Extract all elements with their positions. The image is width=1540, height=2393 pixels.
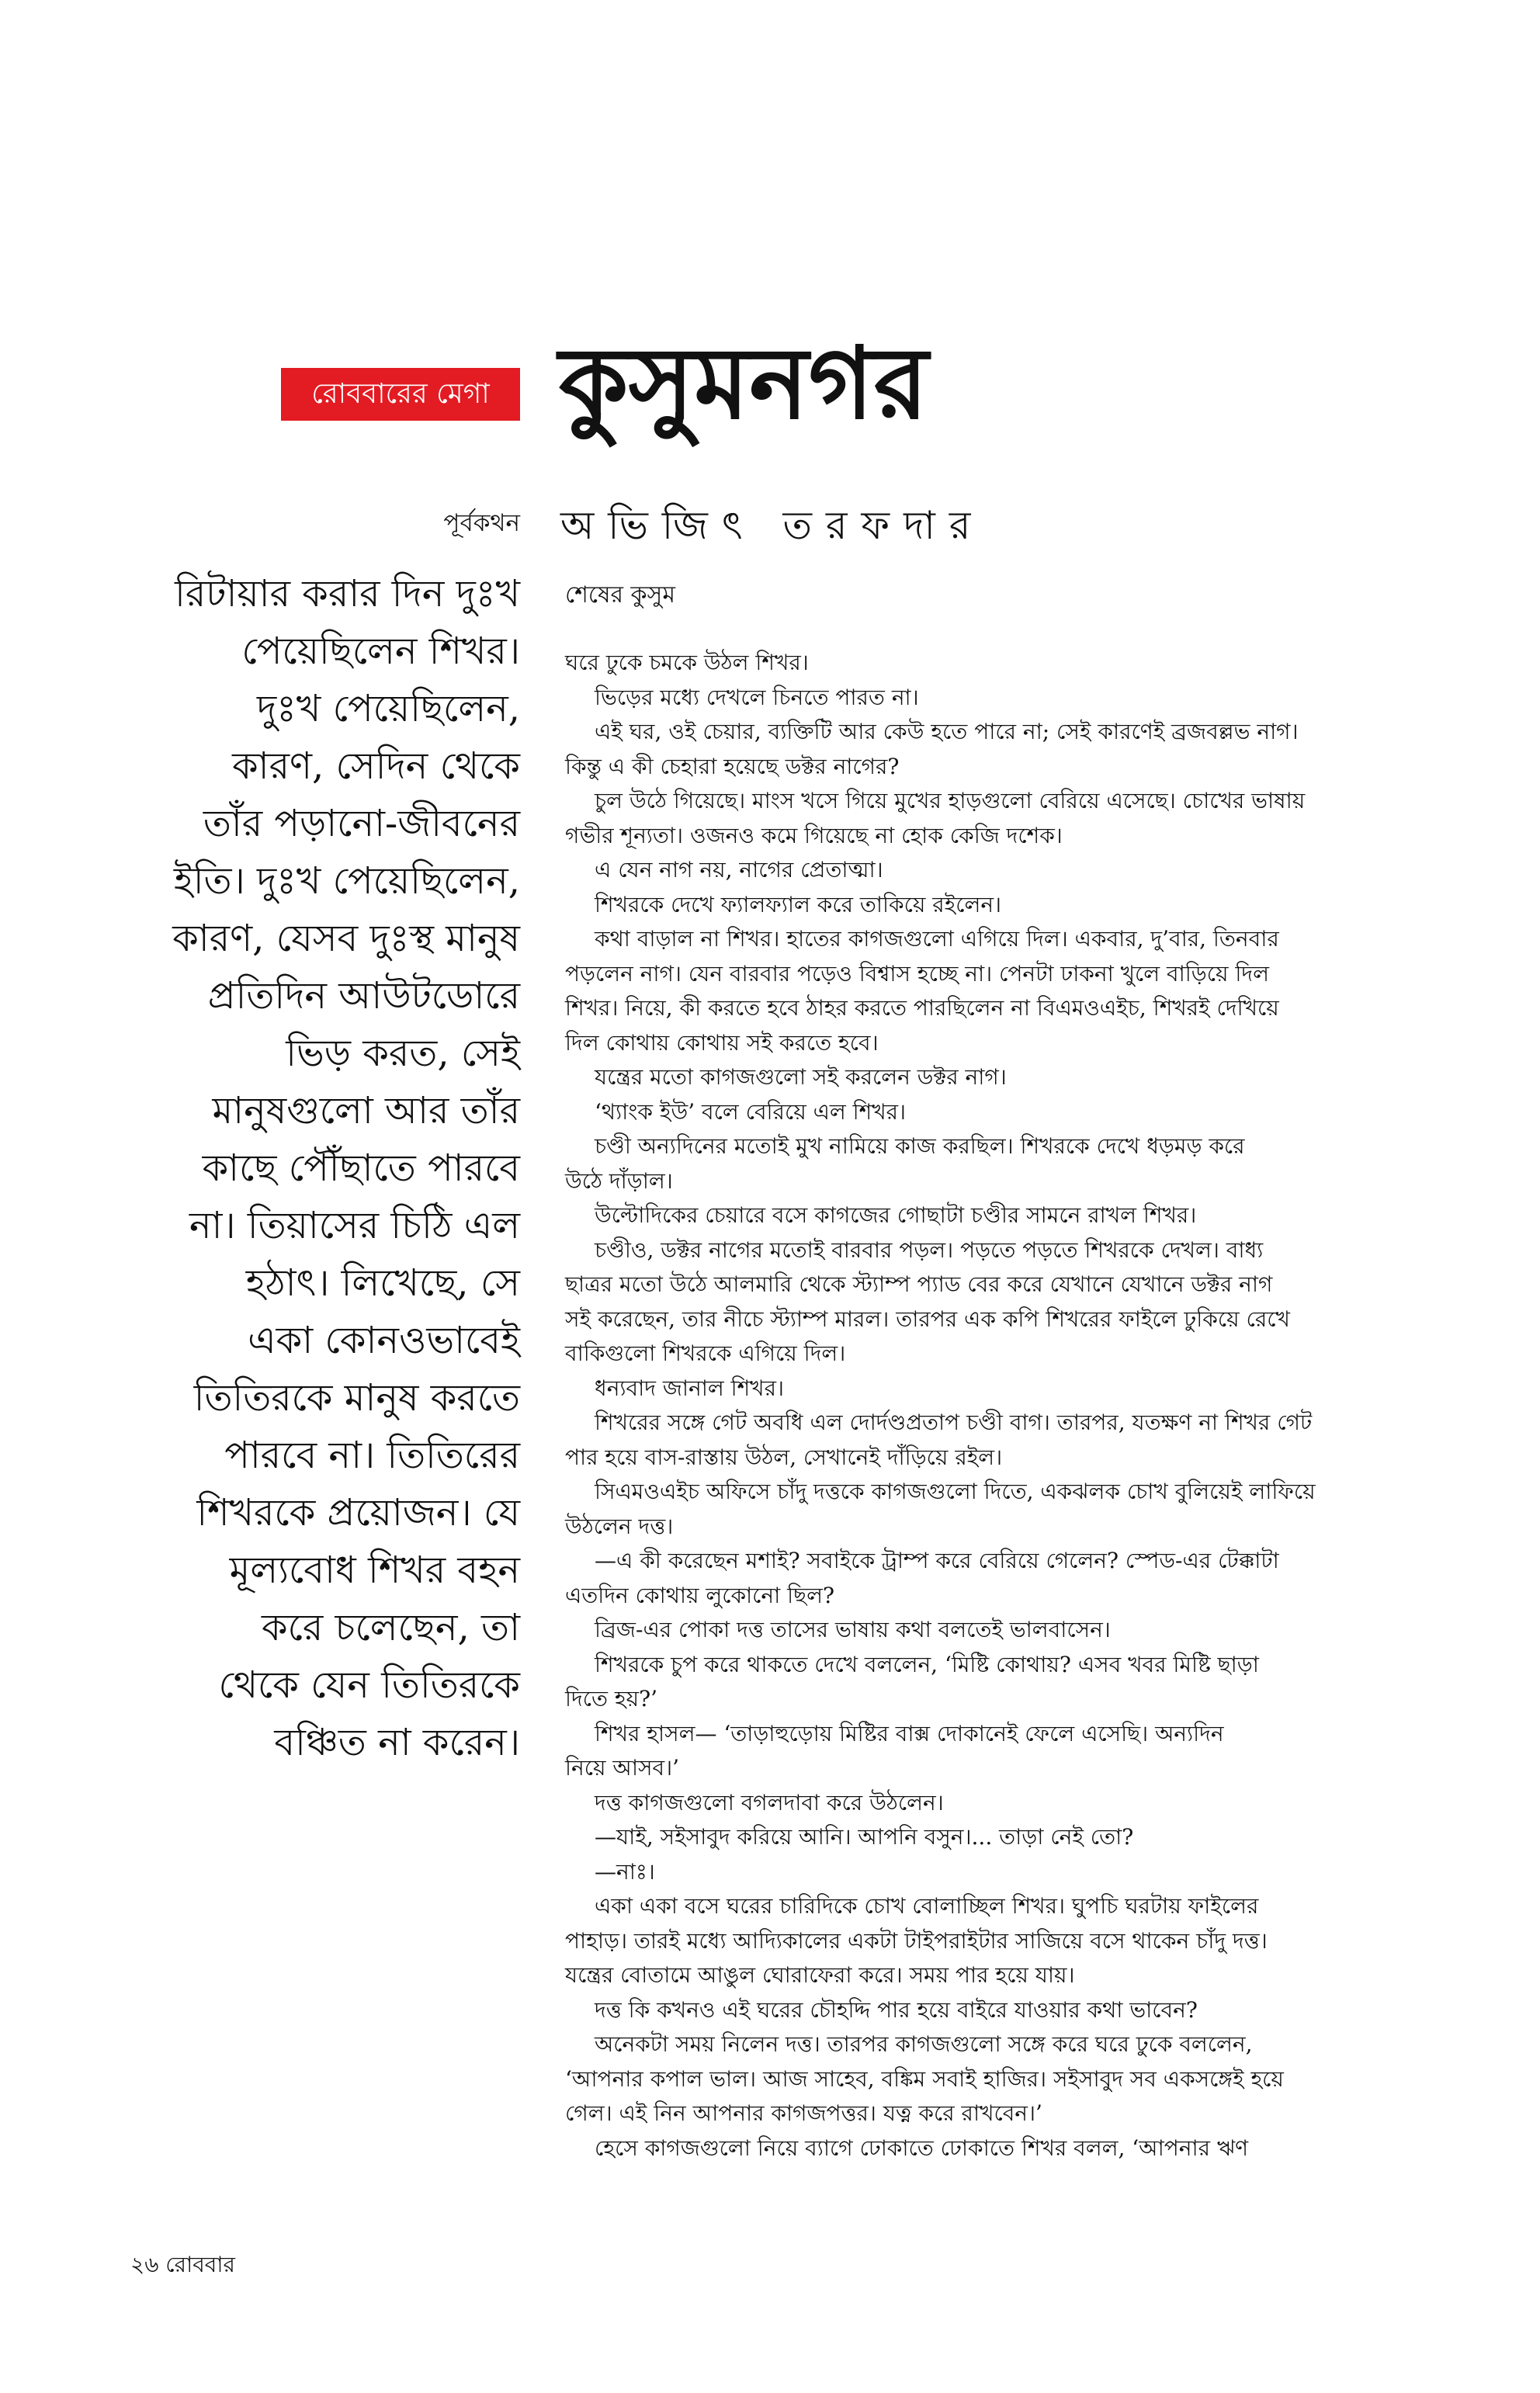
story-title: কুসুমনগর — [559, 326, 928, 442]
body-line: একা একা বসে ঘরের চারিদিকে চোখ বোলাচ্ছিল শিখর। ঘুপচি ঘরটায় ফাইলের — [595, 1893, 1259, 1919]
synopsis-line: বঞ্চিত না করেন। — [274, 1721, 520, 1764]
body-line: শিখরের সঙ্গে গেট অবধি এল দোর্দণ্ডপ্রতাপ চণ্ডী বাগ। তারপর, যতক্ষণ না শিখর গেট — [595, 1410, 1313, 1435]
body-line: চুল উঠে গিয়েছে। মাংস খসে গিয়ে মুখের হাড়গুলো বেরিয়ে এসেছে। চোখের ভাষায় — [595, 788, 1306, 813]
body-line: চণ্ডী অন্যদিনের মতোই মুখ নামিয়ে কাজ করছিল। শিখরকে দেখে ধড়মড় করে — [595, 1133, 1245, 1159]
body-line: দিল কোথায় কোথায় সই করতে হবে। — [565, 1029, 879, 1056]
body-line: শিখরকে চুপ করে থাকতে দেখে বললেন, ‘মিষ্টি কোথায়? এসব খবর মিষ্টি ছাড়া — [595, 1651, 1259, 1677]
body-line: সিএমওএইচ অফিসে চাঁদু দত্তকে কাগজগুলো দিতে, একঝলক চোখ বুলিয়েই লাফিয়ে — [595, 1479, 1316, 1504]
body-line: অনেকটা সময় নিলেন দত্ত। তারপর কাগজগুলো সঙ্গে করে ঘরে ঢুকে বললেন, — [595, 2031, 1253, 2057]
synopsis-line: কারণ, সেদিন থেকে — [232, 744, 520, 788]
body-line: এ যেন নাগ নয়, নাগের প্রেতাত্মা। — [595, 857, 883, 883]
synopsis-line: ইতি। দুঃখ পেয়েছিলেন, — [173, 859, 520, 903]
body-line: পার হয়ে বাস-রাস্তায় উঠল, সেখানেই দাঁড়িয়ে রইল। — [565, 1444, 1003, 1470]
body-line: সই করেছেন, তার নীচে স্ট্যাম্প মারল। তারপর এক কপি শিখরের ফাইলে ঢুকিয়ে রেখে — [565, 1306, 1290, 1332]
synopsis-line: মূল্যবোধ শিখর বহন — [229, 1549, 520, 1592]
body-line: ঘরে ঢুকে চমকে উঠল শিখর। — [565, 650, 809, 675]
section-title: শেষের কুসুম — [565, 581, 676, 609]
body-line: কথা বাড়াল না শিখর। হাতের কাগজগুলো এগিয়ে দিল। একবার, দু’বার, তিনবার — [595, 926, 1279, 952]
synopsis-line: শিখরকে প্রয়োজন। যে — [196, 1491, 520, 1535]
body-line: —এ কী করেছেন মশাই? সবাইকে ট্রাম্প করে বেরিয়ে গেলেন? স্পেড-এর টেক্কাটা — [595, 1548, 1279, 1573]
synopsis-line: থেকে যেন তিতিরকে — [218, 1663, 520, 1707]
synopsis-line: করে চলেছেন, তা — [262, 1606, 520, 1649]
body-line: —যাই, সইসাবুদ করিয়ে আনি। আপনি বসুন।... তাড়া নেই তো? — [595, 1824, 1134, 1850]
synopsis-line: কাছে পৌঁছাতে পারবে — [202, 1146, 520, 1190]
page-folio: ২৬ রোববার — [130, 2252, 235, 2277]
synopsis-line: কারণ, যেসব দুঃস্থ মানুষ — [172, 917, 520, 960]
synopsis-line: মানুষগুলো আর তাঁর — [212, 1089, 520, 1132]
synopsis-label: পূর্বকথন — [443, 509, 520, 537]
body-line: —নাঃ। — [595, 1858, 655, 1885]
body-line: এতদিন কোথায় লুকোনো ছিল? — [565, 1582, 835, 1608]
body-line: গভীর শূন্যতা। ওজনও কমে গিয়েছে না হোক কেজি দশেক। — [565, 822, 1063, 848]
synopsis-line: তিতিরকে মানুষ করতে — [193, 1376, 520, 1420]
body-line: উল্টোদিকের চেয়ারে বসে কাগজের গোছাটা চণ্ডীর সামনে রাখল শিখর। — [595, 1202, 1197, 1228]
body-line: শিখর। নিয়ে, কী করতে হবে ঠাহর করতে পারছিলেন না বিএমওএইচ, শিখরই দেখিয়ে — [565, 995, 1279, 1021]
synopsis-line: ভিড় করত, সেই — [286, 1032, 520, 1075]
body-line: ভিড়ের মধ্যে দেখলে চিনতে পারত না। — [595, 684, 919, 710]
body-line: ‘থ্যাংক ইউ’ বলে বেরিয়ে এল শিখর। — [595, 1098, 907, 1125]
synopsis-line: প্রতিদিন আউটডোরে — [207, 974, 520, 1018]
author-name: অভিজিৎ তরফদার — [560, 503, 985, 548]
body-line: দত্ত কি কখনও এই ঘরের চৌহদ্দি পার হয়ে বাইরে যাওয়ার কথা ভাবেন? — [595, 1996, 1198, 2023]
synopsis-line: রিটায়ার করার দিন দুঃখ — [175, 572, 520, 616]
synopsis-line: না। তিয়াসের চিঠি এল — [189, 1204, 520, 1247]
synopsis-line: তাঁর পড়ানো-জীবনের — [203, 802, 520, 845]
body-line: দত্ত কাগজগুলো বগলদাবা করে উঠলেন। — [595, 1789, 944, 1816]
body-line: বাকিগুলো শিখরকে এগিয়ে দিল। — [565, 1340, 846, 1366]
series-tag: রোববারের মেগা — [281, 368, 520, 421]
body-line: কিন্তু এ কী চেহারা হয়েছে ডক্টর নাগের? — [565, 753, 900, 779]
body-line: ‘আপনার কপাল ভাল। আজ সাহেব, বঙ্কিম সবাই হাজির। সইসাবুদ সব একসঙ্গেই হয়ে — [565, 2065, 1284, 2092]
body-line: পাহাড়। তারই মধ্যে আদ্যিকালের একটা টাইপরাইটার সাজিয়ে বসে থাকেন চাঁদু দত্ত। — [565, 1927, 1268, 1954]
body-line: যন্ত্রের বোতামে আঙুল ঘোরাফেরা করে। সময় পার হয়ে যায়। — [565, 1962, 1075, 1988]
body-line: ছাত্রর মতো উঠে আলমারি থেকে স্ট্যাম্প প্যাড বের করে যেখানে যেখানে ডক্টর নাগ — [565, 1271, 1273, 1297]
synopsis — [124, 565, 520, 1771]
body-line: উঠলেন দত্ত। — [565, 1513, 674, 1539]
synopsis-line: পারবে না। তিতিরের — [224, 1434, 520, 1477]
body-line: নিয়ে আসব।’ — [565, 1755, 680, 1781]
body-line: এই ঘর, ওই চেয়ার, ব্যক্তিটি আর কেউ হতে পারে না; সেই কারণেই ব্রজবল্লভ নাগ। — [595, 719, 1299, 744]
article-body — [565, 646, 1376, 2166]
synopsis-line: দুঃখ পেয়েছিলেন, — [257, 687, 520, 730]
synopsis-line: একা কোনওভাবেই — [248, 1319, 520, 1362]
body-line: শিখরকে দেখে ফ্যালফ্যাল করে তাকিয়ে রইলেন। — [595, 891, 1002, 917]
body-line: পড়লেন নাগ। যেন বারবার পড়েও বিশ্বাস হচ্ছে না। পেনটা ঢাকনা খুলে বাড়িয়ে দিল — [565, 960, 1269, 987]
body-line: ধন্যবাদ জানাল শিখর। — [595, 1375, 784, 1401]
body-line: ব্রিজ-এর পোকা দত্ত তাসের ভাষায় কথা বলতেই ভালবাসেন। — [595, 1617, 1111, 1642]
body-line: দিতে হয়?’ — [565, 1686, 657, 1712]
body-line: শিখর হাসল— ‘তাড়াহুড়োয় মিষ্টির বাক্স দোকানেই ফেলে এসেছি। অন্যদিন — [595, 1720, 1224, 1746]
synopsis-line: হঠাৎ। লিখেছে, সে — [245, 1261, 520, 1305]
synopsis-line: পেয়েছিলেন শিখর। — [241, 629, 520, 673]
body-line: হেসে কাগজগুলো নিয়ে ব্যাগে ঢোকাতে ঢোকাতে শিখর বলল, ‘আপনার ঋণ — [595, 2135, 1249, 2161]
body-line: যন্ত্রের মতো কাগজগুলো সই করলেন ডক্টর নাগ। — [595, 1064, 1007, 1090]
body-line: চণ্ডীও, ডক্টর নাগের মতোই বারবার পড়ল। পড়তে পড়তে শিখরকে দেখল। বাধ্য — [595, 1236, 1264, 1263]
body-line: গেল। এই নিন আপনার কাগজপত্তর। যত্ন করে রাখবেন।’ — [565, 2100, 1042, 2126]
body-line: উঠে দাঁড়াল। — [565, 1167, 673, 1194]
